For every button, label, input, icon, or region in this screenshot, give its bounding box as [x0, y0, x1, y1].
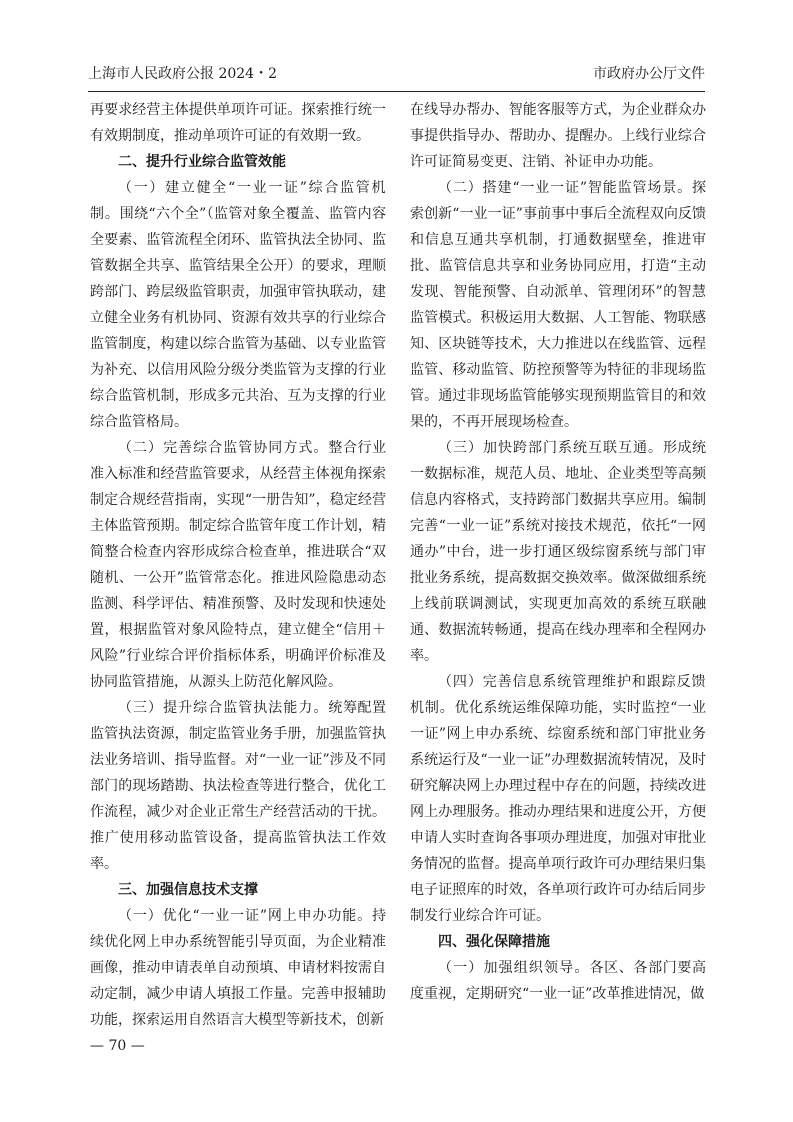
paragraph	[410, 175, 706, 435]
paragraph	[410, 435, 706, 669]
paragraph	[410, 97, 706, 175]
paragraph-text: 统筹配置监管执法资源，制定监管业务手册，加强监管执法业务培训、指导监督。对“一业一证”涉及不同部门的现场踏勘、执法检查等进行整合，优化工作流程，减少对企业正常生产经营活动的干扰。推广使用移动监管设备，提高监管执法工作效率。	[90, 700, 387, 872]
paragraph-text: 整合行业准入标准和经营监管要求，从经营主体视角探索制定合规经营指南，实现“一册告知”，稳定经营主体监管预期。制定综合监管年度工作计划，精简整合检查内容形成综合检查单，推进联合“双随机、一公开”监管常态化。推进风险隐患动态监测、科学评估、精准预警、及时发现和快速处置，根据监管对象风险特点，建立健全“信用＋风险”行业综合评价指标体系，明确评价标准及协同监管措施，从源头上防范化解风险。	[90, 440, 387, 690]
running-header	[88, 64, 705, 84]
right-column	[410, 97, 706, 1007]
left-column	[90, 97, 386, 1057]
section-heading: 二、提升行业综合监管效能	[118, 154, 286, 170]
paragraph	[90, 435, 386, 695]
paragraph-lead: （二）搭建“一业一证”智能监管场景。	[438, 180, 692, 196]
section-heading: 三、加强信息技术支撑	[118, 882, 258, 898]
paragraph-text: 形成统一数据标准，规范人员、地址、企业类型等高频信息内容格式，支持跨部门数据共享应用。编制完善“一业一证”系统对接技术规范，依托“一网通办”中台，进一步打通区级综窗系统与部门审批业务系统，提高数据交换效率。做深做细系统上线前联调测试，实现更加高效的系统互联融通、数据流转畅通，提高在线办理率和全程网办率。	[410, 440, 706, 664]
paragraph-text: 再要求经营主体提供单项许可证。探索推行统一有效期制度，推动单项许可证的有效期一致。	[90, 102, 386, 144]
paragraph-lead: （二）完善综合监管协同方式。	[118, 440, 329, 456]
paragraph-text: 优化系统运维保障功能，实时监控“一业一证”网上申办系统、综窗系统和部门审批业务系统运行及“一业一证”办理数据流转情况，及时研究解决网上办理过程中存在的问题，持续改进网上办理服务。推动办理结果和进度公开，方便申请人实时查询各事项办理进度，加强对审批业务情况的监督。提高单项行政许可办理结果归集电子证照库的时效，各单项行政许可办结后同步制发行业综合许可证。	[410, 700, 707, 924]
paragraph	[90, 695, 386, 877]
paragraph-text: 在线导办帮办、智能客服等方式，为企业群众办事提供指导办、帮助办、提醒办。上线行业综合许可证简易变更、注销、补证申办功能。	[410, 102, 706, 170]
paragraph	[90, 903, 386, 1033]
paragraph-lead: （三）加快跨部门系统互联互通。	[438, 440, 663, 456]
paragraph-text: 探索创新“一业一证”事前事中事后全流程双向反馈和信息互通共享机制，打通数据壁垒，推进审批、监管信息共享和业务协同应用，打造“主动发现、智能预警、自动派单、管理闭环”的智慧监管模式。积极运用大数据、人工智能、物联感知、区块链等技术，大力推进以在线监管、远程监管、移动监管、防控预警等为特征的非现场监管。通过非现场监管能够实现预期监管目的和效果的，不再开展现场检查。	[410, 180, 706, 430]
running-header-right: 市政府办公厅文件	[593, 66, 705, 82]
paragraph-lead: （四）完善信息系统管理维护和跟踪反馈机制。	[410, 674, 706, 716]
paragraph	[90, 175, 386, 435]
paragraph-text: 围绕“六个全”（监管对象全覆盖、监管内容全要素、监管流程全闭环、监管执法全协同、监管数据全共享、监管结果全公开）的要求，理顺跨部门、跨层级监管职责，加强审管执联动，建立健全业务有机协同、资源有效共享的行业综合监管制度，构建以综合监管为基础、以专业监管为补充、以信用风险分级分类监管为支撑的行业综合监管机制，形成多元共治、互为支撑的行业综合监管格局。	[90, 206, 386, 430]
paragraph-lead: （三）提升综合监管执法能力。	[118, 700, 329, 716]
paragraph-lead: （一）优化“一业一证”网上申办功能。	[118, 908, 372, 924]
paragraph-text: 各区、各部门要高度重视，定期研究“一业一证”改革推进情况，做	[410, 960, 707, 1002]
paragraph	[410, 669, 706, 929]
paragraph-text: 持续优化网上申办系统智能引导页面，为企业精准画像，推动申请表单自动预填、申请材料按需自动定制，减少申请人填报工作量。完善申报辅助功能，探索运用自然语言大模型等新技术，创新	[90, 908, 386, 1028]
paragraph	[90, 97, 386, 149]
page-number: — 70 —	[90, 1038, 145, 1054]
paragraph-lead: （一）建立健全“一业一证”综合监管机制。	[90, 180, 386, 222]
paragraph-lead: （一）加强组织领导。	[438, 960, 590, 976]
running-header-left: 上海市人民政府公报 2024・2	[88, 66, 277, 82]
section-heading: 四、强化保障措施	[438, 934, 550, 950]
paragraph	[410, 955, 706, 1007]
header-rule	[88, 91, 705, 92]
